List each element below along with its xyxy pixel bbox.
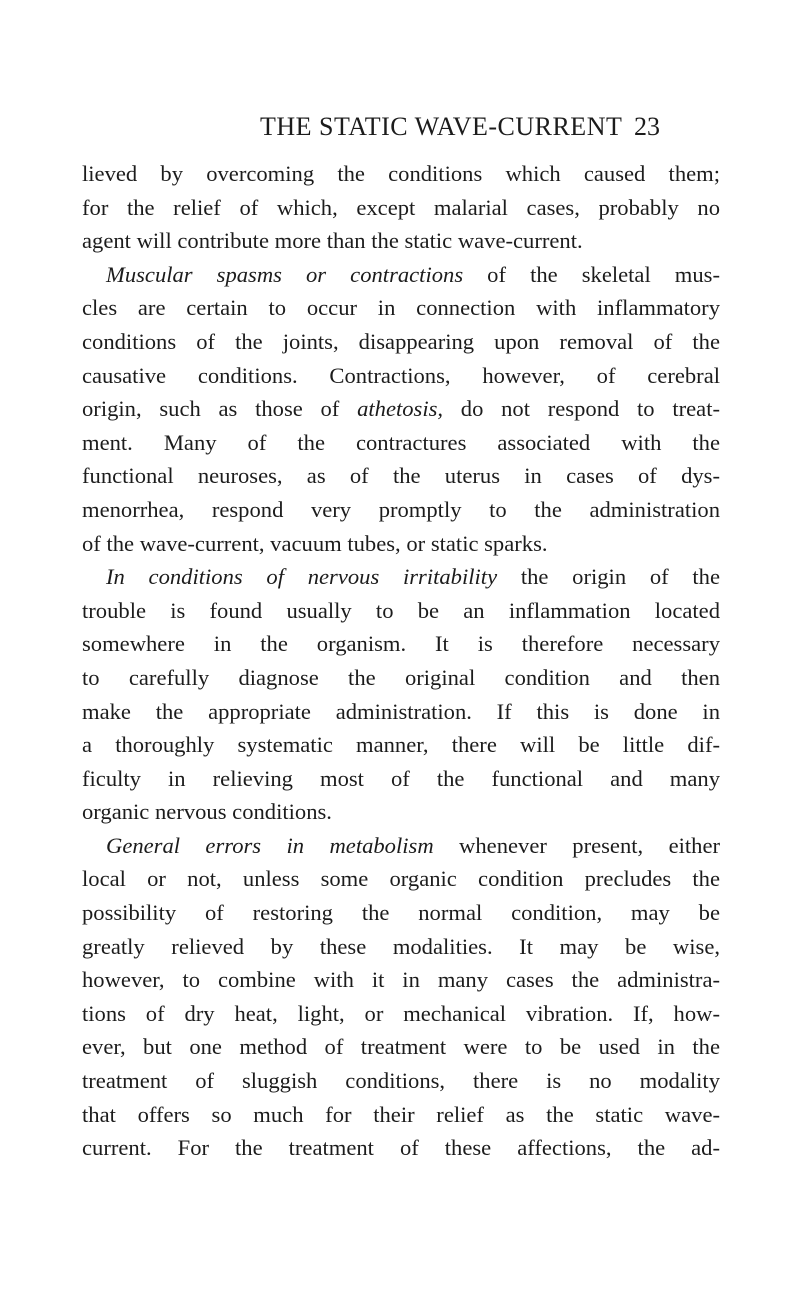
text-line [82, 594, 720, 628]
text-span: however, to combine with it in many cases the administra- [82, 967, 720, 993]
text-span: ficulty in relieving most of the functional and many [82, 765, 720, 791]
text-line [82, 325, 720, 359]
text-span: somewhere in the organism. It is therefore necessary [82, 631, 720, 657]
text-span: conditions of the joints, disappearing upon removal of the [82, 328, 720, 354]
text-line [82, 1064, 720, 1098]
italic-phrase: General errors in metabolism [106, 832, 434, 858]
text-span: tions of dry heat, light, or mechanical vibration. If, how- [82, 1000, 720, 1026]
text-line [82, 157, 720, 191]
text-span: to carefully diagnose the original condition and then [82, 664, 720, 690]
running-head: THE STATIC WAVE-CURRENT [260, 112, 623, 141]
text-line [82, 695, 720, 729]
text-line [82, 459, 720, 493]
text-span: that offers so much for their relief as the static wave- [82, 1101, 720, 1127]
text-line [82, 829, 720, 863]
text-span: menorrhea, respond very promptly to the administration [82, 496, 720, 522]
body-text [82, 157, 720, 1165]
text-span: current. For the treatment of these affections, the ad- [82, 1135, 720, 1161]
text-span: treatment of sluggish conditions, there is no modality [82, 1068, 720, 1094]
text-line [82, 527, 720, 561]
text-span: make the appropriate administration. If this is done in [82, 698, 720, 724]
page-number: 23 [634, 112, 660, 141]
italic-phrase: athetosis, [357, 396, 444, 422]
text-span: of the wave-current, vacuum tubes, or static sparks. [82, 530, 548, 556]
text-line [82, 1030, 720, 1064]
text-span: local or not, unless some organic condition precludes the [82, 866, 720, 892]
text-span: agent will contribute more than the static wave-current. [82, 228, 583, 254]
text-span: possibility of restoring the normal condition, may be [82, 900, 720, 926]
italic-phrase: Muscular spasms or contractions [106, 261, 464, 287]
text-line [82, 560, 720, 594]
text-span: cles are certain to occur in connection with inflammatory [82, 295, 720, 321]
text-span: ever, but one method of treatment were to be used in the [82, 1034, 720, 1060]
text-line [82, 896, 720, 930]
text-span: greatly relieved by these modalities. It may be wise, [82, 933, 720, 959]
text-line [82, 963, 720, 997]
text-span: for the relief of which, except malarial cases, probably no [82, 194, 720, 220]
text-line [82, 291, 720, 325]
text-span: a thoroughly systematic manner, there will be little dif- [82, 732, 720, 758]
text-span: the origin of the [497, 564, 720, 590]
text-line [82, 762, 720, 796]
text-line [82, 627, 720, 661]
text-line [82, 191, 720, 225]
text-line [82, 493, 720, 527]
text-span: do not respond to treat- [443, 396, 720, 422]
text-span: origin, such as those of [82, 396, 358, 422]
text-line [82, 1131, 720, 1165]
text-line [82, 1098, 720, 1132]
text-span: lieved by overcoming the conditions which caused them; [82, 161, 720, 186]
text-span: organic nervous conditions. [82, 799, 332, 825]
text-line [82, 862, 720, 896]
text-line [82, 728, 720, 762]
text-line [82, 997, 720, 1031]
text-line [82, 795, 720, 829]
text-line [82, 359, 720, 393]
text-line [82, 426, 720, 460]
text-span: trouble is found usually to be an inflammation located [82, 597, 720, 623]
italic-phrase: In conditions of nervous irritability [106, 564, 498, 590]
text-line [82, 661, 720, 695]
text-span: functional neuroses, as of the uterus in cases of dys- [82, 463, 720, 489]
text-span: ment. Many of the contractures associated with the [82, 429, 720, 455]
text-line [82, 258, 720, 292]
page-header [260, 112, 660, 152]
text-span: causative conditions. Contractions, however, of cerebral [82, 362, 720, 388]
text-line [82, 392, 720, 426]
text-span: of the skeletal mus- [463, 261, 720, 287]
text-line [82, 224, 720, 258]
text-span: whenever present, either [433, 832, 720, 858]
text-line [82, 930, 720, 964]
